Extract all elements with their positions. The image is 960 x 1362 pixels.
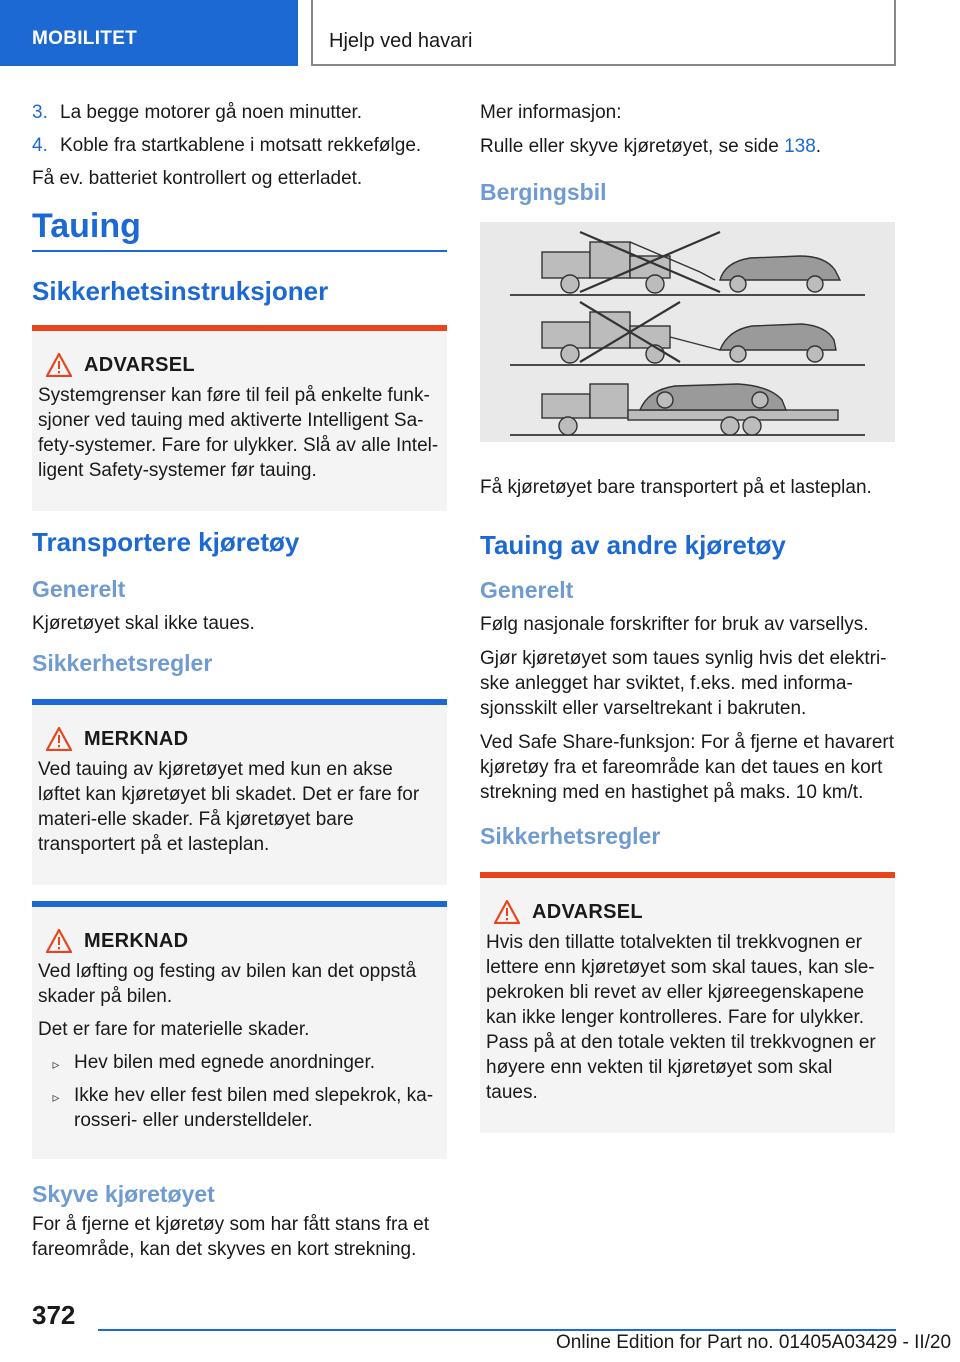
warning-triangle-icon	[46, 727, 72, 751]
safety-rules-heading: Sikkerhetsregler	[480, 823, 661, 849]
tow-truck-heading: Bergingsbil	[480, 179, 607, 205]
generelt-heading: Generelt	[32, 576, 126, 602]
notice-box	[32, 699, 447, 885]
edition-text: Online Edition for Part no. 01405A03429 - II/20	[556, 1332, 952, 1353]
step-text: La begge motorer gå noen minutter.	[60, 102, 363, 123]
list-item	[38, 1050, 439, 1077]
warning-triangle-icon	[494, 900, 520, 924]
notice-label: MERKNAD	[84, 929, 189, 952]
step-text: Koble fra startkablene i motsatt rekkefølge.	[60, 135, 422, 156]
warning-label: ADVARSEL	[84, 353, 195, 376]
tauing-heading: Tauing	[32, 207, 447, 252]
notice-text: Det er fare for materielle skader.	[38, 1019, 310, 1040]
right-column	[480, 100, 895, 1149]
step-item	[32, 133, 447, 158]
battery-text: Få ev. batteriet kontrollert og etterladet.	[32, 168, 363, 189]
roll-text	[480, 134, 895, 159]
safety-instructions-heading: Sikkerhetsinstruksjoner	[32, 276, 329, 306]
warning-text: Systemgrenser kan føre til feil på enkelte funk-sjoner ved tauing med aktiverte Intelligent Sa-fety-systemer. Fare for ulykker. Slå av alle Intel-ligent Safety-systemer før tauing.	[38, 385, 439, 481]
safety-rules-heading: Sikkerhetsregler	[32, 650, 213, 676]
step-number: 4.	[32, 135, 48, 156]
triangle-bullet-icon: ▹	[52, 1056, 60, 1072]
paragraph: Følg nasjonale forskrifter for bruk av varsellys.	[480, 614, 869, 635]
notice-box	[32, 901, 447, 1159]
list-item	[38, 1083, 439, 1133]
list-item-text: Ikke hev eller fest bilen med slepekrok, ka-rosseri- eller understelldeler.	[74, 1085, 434, 1131]
page-link[interactable]: 138	[784, 136, 816, 157]
push-heading: Skyve kjøretøyet	[32, 1181, 215, 1207]
roll-text-main: Rulle eller skyve kjøretøyet, se side	[480, 136, 785, 157]
figure-caption: Få kjøretøyet bare transportert på et lasteplan.	[480, 477, 872, 498]
list-item-text: Hev bilen med egnede anordninger.	[74, 1052, 376, 1073]
generelt-heading: Generelt	[480, 577, 574, 603]
footer-divider	[98, 1329, 896, 1331]
warning-box	[32, 325, 447, 511]
other-vehicles-heading: Tauing av andre kjøretøy	[480, 530, 786, 560]
more-info-text: Mer informasjon:	[480, 102, 622, 123]
warning-text: Hvis den tillatte totalvekten til trekkvognen er lettere enn kjøretøyet som skal taues, kan sle-pekroken bli revet av eller kjøreegenskapene kan ikke lenger kontrolleres. Fare for ulykker. Pass på at den totale vekten til trekkvognen er høyere enn vekten til kjøretøyet som skal taues.	[486, 932, 876, 1103]
warning-triangle-icon	[46, 353, 72, 377]
notice-label: MERKNAD	[84, 727, 189, 750]
generelt-text: Kjøretøyet skal ikke taues.	[32, 613, 255, 634]
push-text: For å fjerne et kjøretøy som har fått stans fra et fareområde, kan det skyves en kort strekning.	[32, 1214, 430, 1260]
warning-label: ADVARSEL	[532, 900, 643, 923]
triangle-bullet-icon: ▹	[52, 1089, 60, 1105]
paragraph: Ved Safe Share-funksjon: For å fjerne et havarert kjøretøy fra et fareområde kan det taues en kort strekning med en hastighet på maks. 10 km/t.	[480, 732, 895, 803]
roll-text-end: .	[815, 136, 822, 157]
tow-truck-illustration	[480, 222, 895, 442]
page-header	[0, 0, 960, 66]
notice-text: Ved tauing av kjøretøyet med kun en akse løftet kan kjøretøyet bli skadet. Det er fare for materi-elle skader. Få kjøretøyet bare transportert på et lasteplan.	[38, 759, 420, 855]
warning-box	[480, 872, 895, 1133]
notice-text: Ved løfting og festing av bilen kan det oppstå skader på bilen.	[38, 961, 417, 1007]
step-number: 3.	[32, 102, 48, 123]
left-column	[32, 100, 447, 1271]
step-item	[32, 100, 447, 125]
warning-triangle-icon	[46, 929, 72, 953]
paragraph: Gjør kjøretøyet som taues synlig hvis det elektri-ske anlegget har sviktet, f.eks. med informa-sjonsskilt eller varseltrekant i bakruten.	[480, 648, 887, 719]
transport-heading: Transportere kjøretøy	[32, 527, 300, 557]
chapter-title: Hjelp ved havari	[311, 0, 896, 66]
section-tab: MOBILITET	[0, 0, 298, 66]
page-number: 372	[32, 1300, 76, 1330]
